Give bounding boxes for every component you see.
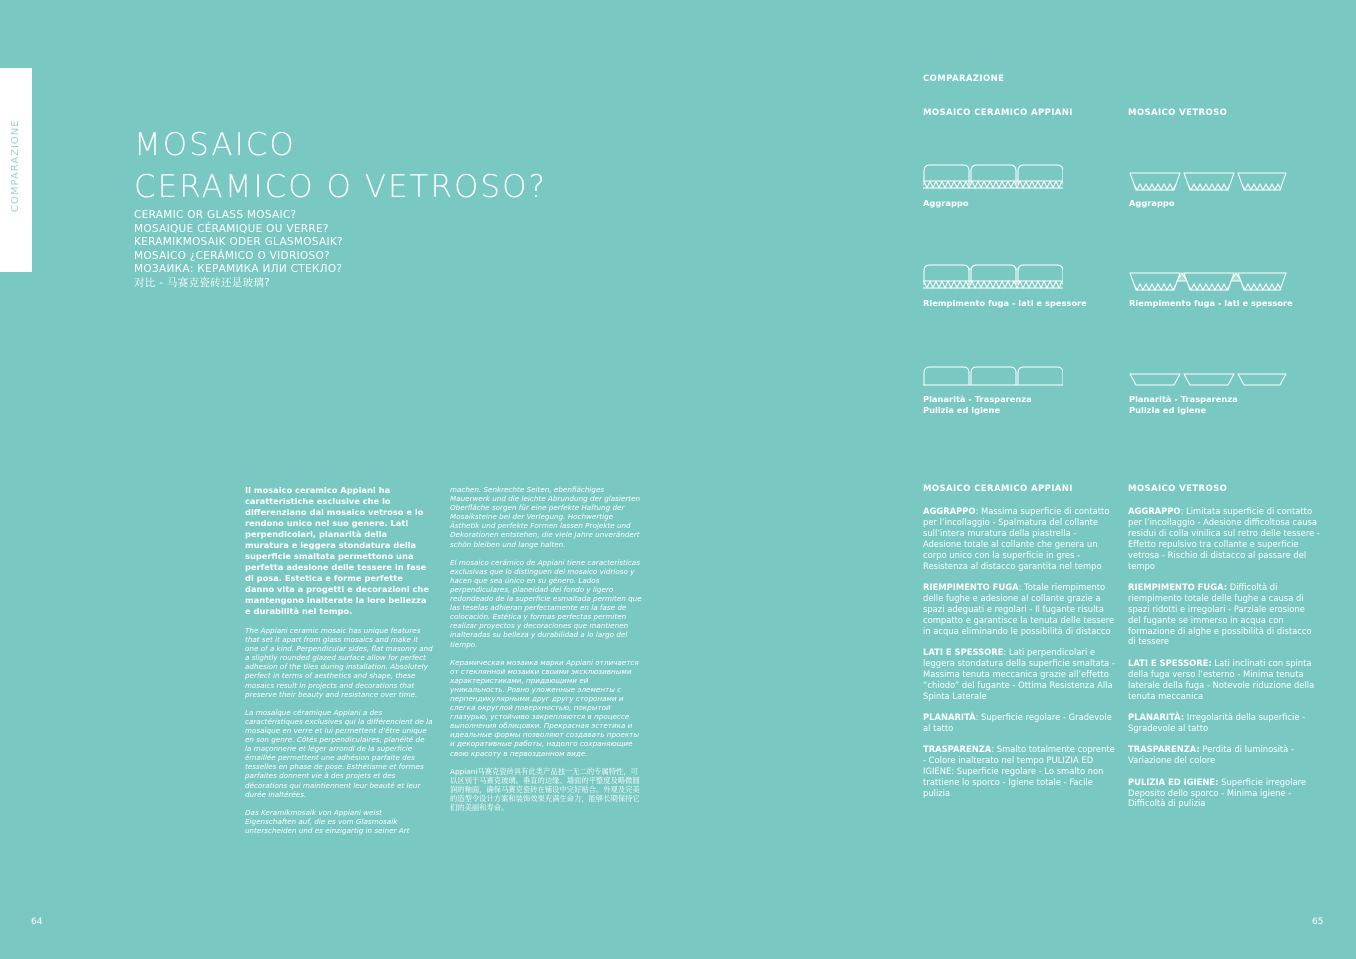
glass-planarita-diagram (1128, 372, 1288, 388)
glass-desc-planarita: PLANARITÀ: Irregolarità della superficie - Sgradevole al tatto (1128, 712, 1306, 733)
text-spanish: El mosaico cerámico de Appiani tiene características exclusivas que lo distinguen del mosaico vidrioso y hacen que sea único en su género. Lados perpendiculares, planeidad del fondo y ligero redondeado de la superficie esmaltada permiten que las teselas adhieran perfectamente en la fase de colocación. Estética y formas perfectas permiten realizar proyectos y decoraciones que mantienen inalteradas su belleza y durabilidad a lo largo del tiempo. (450, 557, 642, 649)
glass-fuga-diagram (1128, 268, 1288, 294)
ceramic-description (923, 506, 1115, 809)
caption-fuga-glass: Riempimento fuga - lati e spessore (1129, 298, 1293, 308)
subtitle-en: CERAMIC OR GLASS MOSAIC? (134, 209, 297, 221)
caption-aggrappo-glass: Aggrappo (1129, 198, 1175, 208)
caption-aggrappo-ceramic: Aggrappo (923, 198, 969, 208)
side-label: COMPARAZIONE (10, 119, 21, 212)
ceramic-desc-aggrappo: AGGRAPPO: Massima superficie di contatto per l’incollaggio - Spalmatura del collante sull’intera muratura della piastrella - Adesione totale al collante che genera un corpo unico con la superficie in gres - Resistenza al distacco garantita nel tempo (923, 506, 1110, 571)
glass-desc-head: MOSAICO VETROSO (1128, 484, 1228, 494)
subtitle-es: MOSAICO ¿CERÁMICO O VIDRIOSO? (134, 249, 330, 262)
caption-fuga-ceramic: Riempimento fuga - lati e spessore (923, 298, 1087, 308)
body-column-2 (450, 485, 642, 821)
text-german-end: machen. Senkrechte Seiten, ebenflächiges Mauerwerk und die leichte Abrundung der glasierten Oberfläche sorgen für eine perfekte Haftung der Mosaiksteine bei der Verlegung. Hochwertige Ästhetik und perfekte Formen lassen Projekte und Dekorationen entstehen, die viele Jahre unverändert schön bleiben und lange halten. (450, 485, 641, 549)
caption-planarita-line1: Planarità - Trasparenza (1129, 394, 1238, 404)
ceramic-planarita-diagram (923, 365, 1063, 387)
ceramic-aggrappo-diagram (923, 163, 1063, 189)
glass-desc-lati: LATI E SPESSORE: Lati inclinati con spinta della fuga verso l’esterno - Minima tenuta laterale della fuga - Notevole riduzione della tenuta meccanica (1128, 657, 1315, 701)
intro-italian: Il mosaico ceramico Appiani ha caratteristiche esclusive che lo differenziano dal mosaico vetroso e lo rendono unico nel suo genere. Lati perpendicolari, planarità della muratura e leggera stondatura della superficie smaltata permettono una perfetta adesione delle tessere in fase di posa. Estetica e forme perfette danno vita a progetti e decorazioni che mantengono inalterate la loro bellezza e durabilità nel tempo. (245, 485, 429, 616)
caption-planarita-line2: Pulizia ed igiene (923, 404, 1001, 415)
text-german-start: Das Keramikmosaik von Appiani weist Eigenschaften auf, die es vom Glasmosaik unterscheiden und es einzigartig in seiner Art (245, 807, 410, 835)
caption-planarita-line1: Planarità - Trasparenza (923, 394, 1032, 404)
section-label: COMPARAZIONE (923, 74, 1005, 84)
body-column-1 (245, 485, 433, 844)
caption-planarita-glass (1129, 394, 1238, 415)
subtitle-zh: 对比 - 马赛克瓷砖还是玻璃? (134, 276, 271, 289)
ceramic-desc-fuga: RIEMPIMENTO FUGA: Totale riempimento delle fughe e adesione al collante grazie a spazi adeguati e regolari - Il fugante risulta compatto e garantisce la tenuta delle tessere in acqua eliminando le possibilità di distacco (923, 581, 1115, 636)
glass-desc-pulizia: PULIZIA ED IGIENE: Superficie irregolare Deposito dello sporco - Minima igiene - Difficoltà di pulizia (1128, 776, 1307, 809)
ceramic-desc-planarita: PLANARITÀ: Superficie regolare - Gradevole al tatto (923, 712, 1112, 733)
glass-desc-fuga: RIEMPIMENTO FUGA: Difficoltà di riempimento totale delle fughe a causa di spazi ridotti e irregolari - Parziale erosione del fugante se immerso in acqua con formazione di alghe e possibilità di distacco di tessere (1128, 581, 1312, 647)
ceramic-column-head: MOSAICO CERAMICO APPIANI (923, 108, 1073, 118)
subtitle-fr: MOSAIQUE CÉRAMIQUE OU VERRE? (134, 222, 329, 235)
glass-desc-aggrappo: AGGRAPPO: Limitata superficie di contatto per l’incollaggio - Adesione difficoltosa causa residui di colla vinilica sul retro delle tessere - Effetto repulsivo tra collante e superficie vetrosa - Rischio di distacco al passare del tempo (1128, 506, 1320, 571)
text-french: La mosaïque céramique Appiani a des caractéristiques exclusives qui la différencient de la mosaïque en verre et lui permettent d’être unique en son genre. Côtés perpendiculaires, planéité de la maçonnerie et léger arrondi de la superficie émaillée permettent une adhésion parfaite des tesselles en phase de pose. Esthétisme et formes parfaites donnent vie à des projets et des décorations qui maintiennent leur beauté et leur durée inaltérées. (245, 707, 433, 799)
ceramic-desc-lati: LATI E SPESSORE: Lati perpendicolari e leggera stondatura della superficie smaltata - Massima tenuta meccanica grazie all’effetto “chiodo” del fugante - Ottima Resistenza Alla Spinta Laterale (923, 646, 1115, 701)
text-english: The Appiani ceramic mosaic has unique features that set it apart from glass mosaics and make it one of a kind. Perpendicular sides, flat masonry and a slightly rounded glazed surface allow for perfect adhesion of the tiles during installation. Absolutely perfect in terms of aesthetics and shape, these mosaics result in projects and decorations that preserve their beauty and resistance over time. (245, 626, 433, 699)
glass-column-head: MOSAICO VETROSO (1128, 108, 1228, 118)
text-russian: Керамическая мозаика марки Appiani отличается от стеклянной мозаики своими эксклюзивными характеристиками, придающими ей уникальность. Ровно уложенные элементы с перпендикулярными друг другу сторонами и слегка округлой поверхностью, покрытой глазурью, устойчиво закрепляются в процессе выполнения облицовки. Прекрасная эстетика и идеальные формы позволяют создавать проекты и декоративные работы, надолго сохраняющие свою красоту в первозданном виде. (450, 657, 640, 758)
caption-planarita-ceramic (923, 394, 1032, 415)
ceramic-desc-head: MOSAICO CERAMICO APPIANI (923, 484, 1073, 494)
glass-description (1128, 506, 1320, 820)
glass-desc-trasparenza: TRASPARENZA: Perdita di luminosità - Variazione del colore (1128, 744, 1294, 766)
caption-planarita-line2: Pulizia ed igiene (1129, 404, 1207, 415)
page-number-right: 65 (1312, 917, 1324, 927)
page-number-left: 64 (31, 917, 43, 927)
ceramic-fuga-diagram (923, 263, 1063, 289)
title-line-1: MOSAICO (134, 127, 296, 163)
page-title (134, 124, 547, 208)
subtitle-ru: МОЗАИКА: КЕРАМИКА ИЛИ СТЕКЛО? (134, 263, 343, 276)
subtitle-list (134, 209, 343, 291)
ceramic-desc-trasparenza: TRASPARENZA: Smalto totalmente coprente - Colore inalterato nel tempo PULIZIA ED IGIENE: Superficie regolare - Lo smalto non trattiene lo sporco - Igiene totale - Facile pulizia (923, 744, 1115, 798)
title-line-2: CERAMICO O VETROSO? (134, 169, 547, 205)
subtitle-de: KERAMIKMOSAIK ODER GLASMOSAIK? (134, 236, 343, 249)
text-chinese: Appiani马赛克瓷砖具有此类产品独一无二的专属特性，可以区别于马赛克玻璃。垂直的边缘、墙面的平整度及略微圆润的釉面，确保马赛克瓷砖在铺设中完好贴合。外观及完美的造型令设计方案和装饰效果充满生命力，能够长期保持它们的美丽和寿命。 (450, 766, 640, 812)
glass-aggrappo-diagram (1128, 168, 1288, 194)
